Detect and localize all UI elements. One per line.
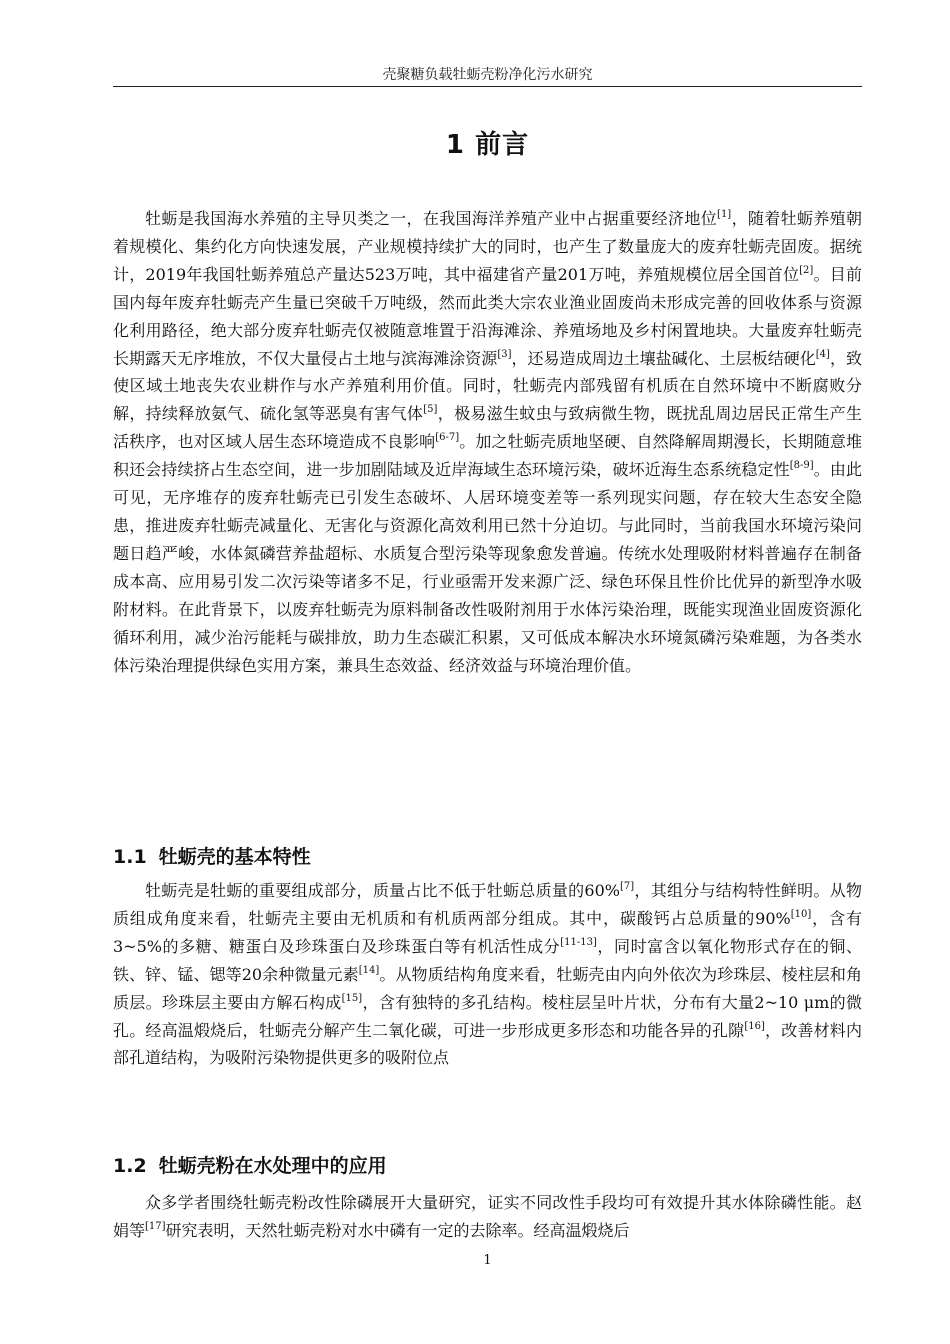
citation-superscript: [2] xyxy=(799,264,814,276)
section-number: 1.2 xyxy=(113,1155,147,1177)
intro-paragraph xyxy=(113,205,862,679)
citation-superscript: [6-7] xyxy=(435,432,460,444)
text-run: 。由此可见，无序堆存的废弃牡蛎壳已引发生态破坏、人居环境变差等一系列现实问题，存在较大生态安全隐患，推进废弃牡蛎壳减量化、无害化与资源化高效利用已然十分迫切。与此同时，当前我国水环境污染问题日趋严峻，水体氮磷营养盐超标、水质复合型污染等现象愈发普遍。传统水处理吸附材料普遍存在制备成本高、应用易引发二次污染等诸多不足，行业亟需开发来源广泛、绿色环保且性价比优异的新型净水吸附材料。在此背景下，以废弃牡蛎壳为原料制备改性吸附剂用于水体污染治理，既能实现渔业固废资源化循环利用，减少治污能耗与碳排放，助力生态碳汇积累，又可低成本解决水环境氮磷污染难题，为各类水体污染治理提供绿色实用方案，兼具生态效益、经济效益与环境治理价值。 xyxy=(113,460,862,675)
section-number: 1.1 xyxy=(113,846,147,868)
citation-superscript: [16] xyxy=(744,1020,765,1032)
section-1-2-paragraph xyxy=(113,1189,862,1245)
section-title: 牡蛎壳粉在水处理中的应用 xyxy=(158,1155,387,1177)
text-run: 。加之牡蛎壳质地坚硬、自然降解周期漫长，长期随意堆积还会持续挤占生态空间，进一步加剧陆域及近岸海域生态环境污染，破坏近海生态系统稳定性 xyxy=(113,432,862,480)
chapter-title: 1 前言 xyxy=(445,130,530,160)
citation-superscript: [4] xyxy=(815,348,830,360)
text-run: ，含有3~5%的多糖、糖蛋白及珍珠蛋白及珍珠蛋白等有机活性成分 xyxy=(113,908,862,956)
text-run: ，随着牡蛎养殖朝着规模化、集约化方向快速发展，产业规模持续扩大的同时，也产生了数量庞大的废弃牡蛎壳固废。据统计，2019年我国牡蛎养殖总产量达523万吨，其中福建省产量201万吨，养殖规模位居全国首位 xyxy=(113,209,862,284)
text-run: ，还易造成周边土壤盐碱化、土层板结硬化 xyxy=(511,348,816,368)
citation-superscript: [3] xyxy=(497,348,512,360)
section-1-1-paragraph xyxy=(113,877,862,1072)
text-run: ，同时富含以氧化物形式存在的铜、铁、锌、锰、锶等20余种微量元素 xyxy=(113,936,862,984)
text-run: 。从物质结构角度来看，牡蛎壳由内向外依次为珍珠层、棱柱层和角质层。珍珠层主要由方解石构成 xyxy=(113,964,862,1012)
citation-superscript: [10] xyxy=(790,908,812,920)
text-run: 。目前国内每年废弃牡蛎壳产生量已突破千万吨级，然而此类大宗农业渔业固废尚未形成完善的回收体系与资源化利用路径，绝大部分废弃牡蛎壳仅被随意堆置于沿海滩涂、养殖场地及乡村闲置地块。大量废弃牡蛎壳长期露天无序堆放，不仅大量侵占土地与滨海滩涂资源 xyxy=(113,264,862,368)
citation-superscript: [5] xyxy=(423,404,438,416)
section-title: 牡蛎壳的基本特性 xyxy=(158,846,311,868)
text-run: ，其组分与结构特性鲜明。从物质组成角度来看，牡蛎壳主要由无机质和有机质两部分组成。其中，碳酸钙占总质量的90% xyxy=(113,881,862,928)
citation-superscript: [15] xyxy=(341,992,363,1004)
text-run: 众多学者围绕牡蛎壳粉改性除磷展开大量研究，证实不同改性手段均可有效提升其水体除磷性能。赵娟等 xyxy=(113,1193,862,1240)
citation-superscript: [11-13] xyxy=(560,936,597,948)
text-run: ，致使区域土地丧失农业耕作与水产养殖利用价值。同时，牡蛎壳内部残留有机质在自然环境中不断腐败分解，持续释放氨气、硫化氢等恶臭有害气体 xyxy=(113,348,862,424)
section-heading-1-1 xyxy=(113,842,862,869)
section-heading-1-2 xyxy=(113,1151,862,1178)
text-run: 研究表明，天然牡蛎壳粉对水中磷有一定的去除率。经高温煅烧后 xyxy=(165,1220,630,1240)
citation-superscript: [7] xyxy=(619,881,635,892)
text-run: 牡蛎是我国海水养殖的主导贝类之一，在我国海洋养殖产业中占据重要经济地位 xyxy=(145,209,718,228)
citation-superscript: [8-9] xyxy=(789,460,814,472)
text-run: ，极易滋生蚊虫与致病微生物，既扰乱周边居民正常生产生活秩序，也对区域人居生态环境造成不良影响 xyxy=(113,404,862,452)
running-header: 壳聚糖负载牡蛎壳粉净化污水研究 xyxy=(382,67,593,83)
citation-superscript: [1] xyxy=(717,209,732,220)
citation-superscript: [14] xyxy=(358,964,380,976)
text-run: ，含有独特的多孔结构。棱柱层呈叶片状，分布有大量2~10 μm的微孔。经高温煅烧后，牡蛎壳分解产生二氧化碳，可进一步形成更多形态和功能各异的孔隙 xyxy=(113,992,862,1040)
header-rule xyxy=(113,86,862,87)
text-run: ，改善材料内部孔道结构，为吸附污染物提供更多的吸附位点 xyxy=(113,1020,862,1068)
text-run: 牡蛎壳是牡蛎的重要组成部分，质量占比不低于牡蛎总质量的60% xyxy=(145,881,620,900)
citation-superscript: [17] xyxy=(145,1220,166,1232)
page-number: 1 xyxy=(483,1253,492,1268)
